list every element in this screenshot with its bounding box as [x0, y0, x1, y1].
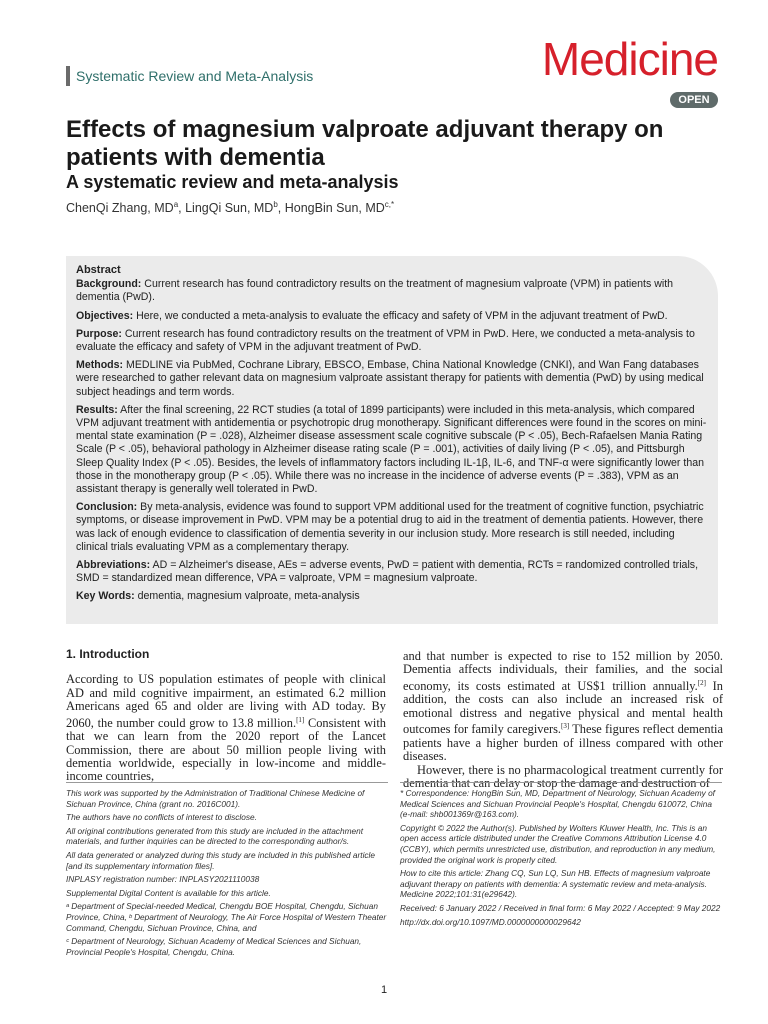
- section-head: Objectives:: [76, 309, 134, 322]
- footnote: Copyright © 2022 the Author(s). Published by Wolters Kluwer Health, Inc. This is an open access article distributed under the Creative Commons Attribution License 4.0 (CCBY), which permits unrestricted use, distribution, and reproduction in any medium, provided the original work is properly cited.: [400, 822, 716, 865]
- abstract-section: [76, 404, 708, 496]
- author-list: ChenQi Zhang, $MD^a$, LingQi Sun, $MD^b$, HongBin Sun, $MD^{c,*}$: [66, 200, 395, 216]
- author-name: HongBin Sun, MD: [284, 201, 385, 216]
- footnote: ᶜ Department of Neurology, Sichuan Academy of Medical Sciences and Sichuan, Provincial People's Hospital, Chengdu, China.: [66, 936, 362, 957]
- abstract-section: [76, 310, 708, 323]
- section-text: Here, we conducted a meta-analysis to evaluate the efficacy and safety of VPM in the adjuvant treatment of PwD.: [136, 309, 668, 322]
- footnote: INPLASY registration number: INPLASY2021110038: [66, 874, 260, 885]
- citation-link[interactable]: [1]: [296, 715, 305, 724]
- abstract-section: [76, 359, 708, 399]
- section-text: Current research has found contradictory results on the treatment of magnesium valproate (VPM) in patients with dementia (PwD).: [76, 278, 674, 304]
- footnotes-left: [66, 782, 388, 960]
- footnote: * Correspondence: HongBin Sun, MD, Department of Neurology, Sichuan Academy of Medical Sciences and Sichuan Provincial People's Hospital, Chengdu 610072, China (e-mail: shb001369r@163.com).: [400, 788, 715, 820]
- section-text: dementia, magnesium valproate, meta-analysis: [137, 590, 360, 603]
- footnotes-right: [400, 782, 722, 930]
- author-affiliation: c,*: [384, 200, 395, 209]
- section-heading: 1. Introduction: [66, 647, 150, 661]
- author-name: ChenQi Zhang, MD: [66, 201, 174, 216]
- section-text: After the final screening, 22 RCT studies (a total of 1899 participants) were included in this meta-analysis, which compared VPM adjuvant treatment with antidementia or psychotropic drug monotherapy. Significant differences were found in the scores on mini-mental state examination (P = .028), Alzheimer disease assessment scale cognitive subscale (P < .05), Bech-Rafaelsen Mania Rating Scale (P < .05), behavioral pathology in Alzheimer disease rating scale (P = .001), activities of daily living (P < .05), and Pittsburgh Sleep Quality Index (P < .05). Besides, the levels of inflammatory factors including IL-1β, IL-6, and TNF-α were significantly lower than those in the monotherapy group (P < .05). While there was no increase in the incidence of adverse events (P = .383), VPM as an assistant therapy is generally well tolerated in PwD.: [76, 403, 707, 496]
- author-affiliation: a: [173, 200, 179, 209]
- body-paragraph: However, there is no pharmacological treatment currently for dementia that can delay or stop the damage and destruction of: [403, 762, 723, 790]
- section-text: MEDLINE via PubMed, Cochrane Library, EBSCO, Embase, China National Knowledge (CNKI), and Wan Fang databases were researched to gather relevant data on magnesium valproate assistant therapy for patients with dementia (PwD) by using medical subject headings and term words.: [76, 359, 704, 398]
- footnote: The authors have no conflicts of interest to disclose.: [66, 812, 257, 823]
- footnote: ᵃ Department of Special-needed Medical, Chengdu BOE Hospital, Chengdu, Sichuan Province, China, ᵇ Department of Neurology, The Air Force Hospital of Western Theater Command, Chengdu, Sichuan Province, China, and: [66, 901, 387, 933]
- section-head: Conclusion:: [76, 501, 138, 514]
- page-number: 1: [380, 984, 388, 996]
- footnote: Supplemental Digital Content is available for this article.: [66, 887, 271, 898]
- footnote: Received: 6 January 2022 / Received in final form: 6 May 2022 / Accepted: 9 May 2022: [400, 902, 721, 913]
- author-name: LingQi Sun, MD: [185, 201, 274, 216]
- author-affiliation: b: [273, 200, 278, 209]
- section-head: Purpose:: [76, 327, 122, 340]
- section-head: Abbreviations:: [76, 559, 151, 572]
- section-label: Systematic Review and Meta-Analysis: [66, 66, 313, 86]
- section-head: Background:: [76, 278, 142, 291]
- body-paragraph: According to US population estimates of people with clinical AD and mild cognitive impairment, an estimated 6.2 million Americans aged 65 and older are living with AD today. By 2060, the number could grow to 13.8 million.[1] Consistent with that we can learn from the 2020 report of the Lancet Commission, there are about 50 million people living with dementia worldwide, especially in low-income and middle-income countries,: [66, 672, 387, 784]
- body-paragraph: and that number is expected to rise to 152 million by 2050. Dementia affects individuals, their families, and the social economy, its costs estimated at US$1 trillion annually.[2] In addition, the costs can also include an increased risk of emotional distress and negative physical and mental health outcomes for family caregivers.[3] These figures reflect dementia patients have a higher burden of illness compared with other diseases.: [403, 649, 723, 764]
- footnote: This work was supported by the Administration of Traditional Chinese Medicine of Sichuan Province, China (grant no. 2016C001).: [66, 788, 365, 809]
- article-subtitle: A systematic review and meta-analysis: [66, 172, 399, 192]
- section-head: Results:: [76, 403, 118, 416]
- citation-link[interactable]: [3]: [561, 722, 570, 731]
- section-head: Methods:: [76, 359, 124, 372]
- citation-link[interactable]: [2]: [697, 678, 706, 687]
- abstract-section: [76, 501, 708, 554]
- abstract-box: [66, 256, 718, 624]
- body-column-right: [403, 650, 723, 790]
- section-head: Key Words:: [76, 590, 135, 603]
- open-access-badge: OPEN: [670, 92, 718, 108]
- abstract-section: [76, 559, 708, 585]
- section-text: By meta-analysis, evidence was found to support VPM additional used for the treatment of cognitive function, psychiatric symptoms, or disease improvement in PwD. VPM may be a potential drug to aid in the treatment of dementia patients. However, there was lack of enough evidence to classification of dementia severity in our inclusion study. More research is still needed, including clinical trials evaluating VPM as a complementary therapy.: [76, 501, 704, 553]
- abstract-section: [76, 590, 708, 603]
- footnote: All data generated or analyzed during this study are included in this published article [and its supplementary information files].: [66, 849, 376, 871]
- section-text: Current research has found contradictory results on the treatment of VPM in PwD. Here, we conducted a meta-analysis to evaluate the efficacy and safety of VPM in the adjuvant treatment of PwD.: [76, 327, 695, 354]
- footnote: All original contributions generated from this study are included in the attachment materials, and further inquiries can be directed to the corresponding author/s.: [66, 825, 364, 847]
- body-column-left: [66, 648, 386, 784]
- doi-link[interactable]: http://dx.doi.org/10.1097/MD.0000000000029642: [400, 916, 581, 927]
- journal-logo: Medicine: [541, 33, 718, 85]
- abstract-section: [76, 278, 708, 304]
- abstract-section: [76, 328, 708, 354]
- article-title: Effects of magnesium valproate adjuvant therapy on patients with dementia: [66, 116, 664, 171]
- section-text: AD = Alzheimer's disease, AEs = adverse events, PwD = patient with dementia, RCTs = randomized controlled trials, SMD = standardized mean difference, VPA = valproate, VPM = magnesium valproate.: [76, 559, 699, 585]
- abstract-heading: Abstract: [76, 264, 121, 276]
- footnote: How to cite this article: Zhang CQ, Sun LQ, Sun HB. Effects of magnesium valproate adjuvant therapy on patients with dementia: A systematic review and meta-analysis. Medicine 2022;101:31(e29642).: [400, 868, 711, 900]
